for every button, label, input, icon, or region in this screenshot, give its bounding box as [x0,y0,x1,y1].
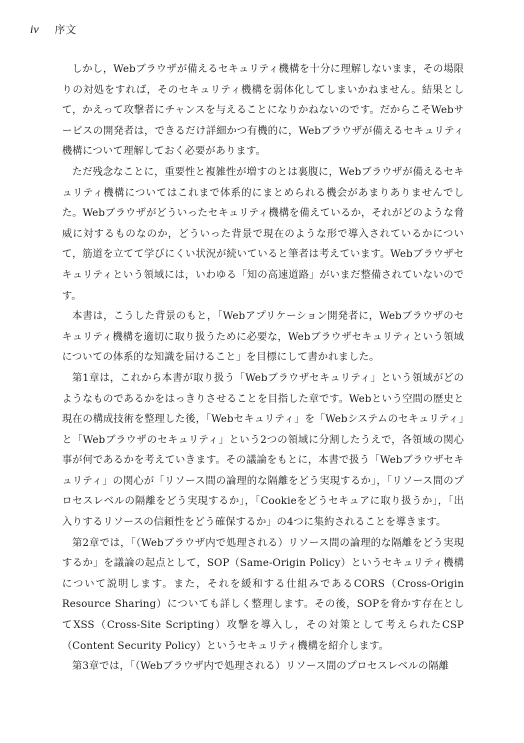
paragraph-3: 本書は，こうした背景のもと，「Webアプリケーション開発者に，Webブラウザのセキュリティ機構を適切に取り扱うために必要な，Webブラウザセキュリティという領域についての体系的な知識を届けること」を目標にして書かれました。 [62,311,464,364]
body-text [62,60,464,678]
paragraph-6: 第3章では，「（Webブラウザ内で処理される）リソース間のプロセスレベルの隔離 [72,661,450,673]
section-title: 序文 [54,24,77,36]
paragraph-1: しかし，Webブラウザが備えるセキュリティ機構を十分に理解しないまま，その場限りの対処をすれば，そのセキュリティ機構を弱体化してしまいかねません。結果として，かえって攻撃者にチャンスを与えることになりかねないのです。だからこそWebサービスの開発者は，できるだけ詳細かつ有機的に，Webブラウザが備えるセキュリティ機構について理解しておく必要があります。 [62,64,464,158]
running-header [30,22,77,38]
paragraph-2: ただ残念なことに，重要性と複雑性が増すのとは裏腹に，Webブラウザが備えるセキュリティ機構についてはこれまで体系的にまとめられる機会があまりありませんでした。Webブラウザがどういったセキュリティ機構を備えているか，それがどのような脅威に対するものなのか，どういった背景で現在のような形で導入されているかについて，筋道を立てて学びにくい状況が続いていると筆者は考えています。Webブラウザセキュリティという領域には，いわゆる「知の高速道路」がいまだ整備されていないのです。 [62,166,464,302]
paragraph-5: 第2章では，「（Webブラウザ内で処理される）リソース間の論理的な隔離をどう実現するか」を議論の起点として，SOP（Same-Origin Policy）というセキュリティ機構について説明します。また，それを緩和する仕組みであるCORS（Cross-Origin Resource Sharing）についても詳しく整理します。その後，SOPを脅かす存在としてXSS（Cross-Site Scripting）攻撃を導入し，その対策として考えられたCSP（Content Security Policy）というセキュリティ機構を紹介します。 [62,537,464,652]
paragraph-4: 第1章は，これから本書が取り扱う「Webブラウザセキュリティ」という領域がどのようなものであるかをはっきりさせることを目指した章です。Webという空間の歴史と現在の構成技術を整理した後，「Webセキュリティ」を「Webシステムのセキュリティ」と「Webブラウザのセキュリティ」という2つの領域に分割したうえで，各領域の関心事が何であるかを考えていきます。その議論をもとに，本書で扱う「Webブラウザセキュリティ」の関心が「リソース間の論理的な隔離をどう実現するか」，「リソース間のプロセスレベルの隔離をどう実現するか」，「Cookieをどうセキュアに取り扱うか」，「出入りするリソースの信頼性をどう確保するか」の4つに集約されることを導きます。 [62,372,464,529]
page-number: iv [30,22,39,36]
